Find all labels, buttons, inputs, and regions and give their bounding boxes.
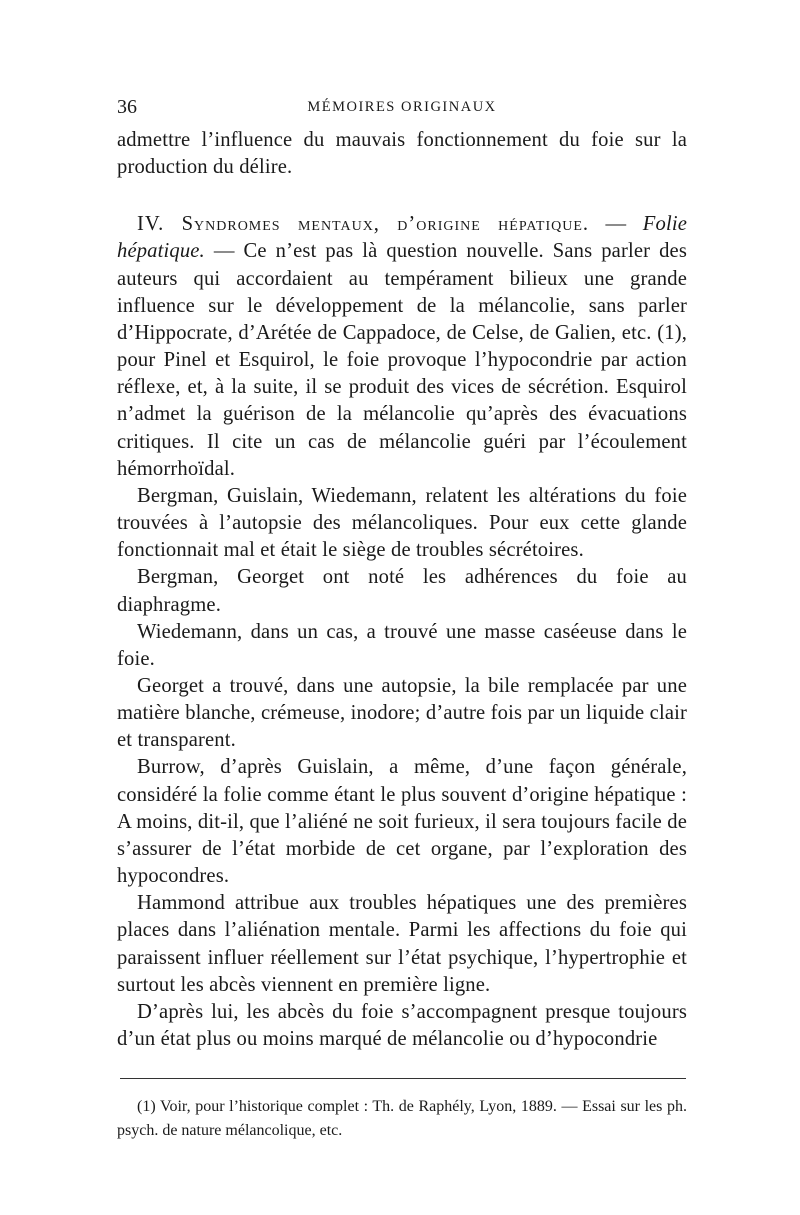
footnote xyxy=(117,1095,687,1143)
paragraph: Georget a trouvé, dans une autopsie, la bile remplacée par une matière blanche, crémeuse, inodore; d’autre fois par un liquide clair et transparent. xyxy=(117,674,687,752)
paragraph-text: — Ce n’est pas là question nouvelle. Sans parler des auteurs qui accordaient au tempérament bilieux une grande influence sur le développement de la mélancolie, sans parler d’Hippocrate, d’Arétée de Cappadoce, de Celse, de Galien, etc. (1), pour Pinel et Esquirol, le foie provoque l’hypocondrie par action réflexe, et, à la suite, il se produit des vices de sécrétion. Esquirol n’admet la guérison de la mélancolie qu’après des évacuations critiques. Il cite un cas de mélancolie guéri par l’écoulement hémorrhoïdal. xyxy=(117,240,687,480)
heading-dash: — xyxy=(589,213,643,236)
section-heading: IV. Syndromes mentaux, d’origine hépatique. xyxy=(137,213,590,236)
paragraph: Hammond attribue aux troubles hépatiques une des premières places dans l’aliénation mentale. Parmi les affections du foie qui paraissent influer réellement sur l’état psychique, l’hypertrophie et surtout les abcès viennent en première ligne. xyxy=(117,892,687,996)
page-number: 36 xyxy=(117,96,137,118)
running-title: MÉMOIRES ORIGINAUX xyxy=(307,99,497,115)
section-heading-paragraph xyxy=(117,211,687,483)
paragraph: Bergman, Georget ont noté les adhérences du foie au diaphragme. xyxy=(117,566,687,616)
paragraph-continuation: admettre l’influence du mauvais fonctionnement du foie sur la production du délire. xyxy=(117,129,687,179)
page-header xyxy=(117,96,687,126)
footnote-text: (1) Voir, pour l’historique complet : Th. de Raphély, Lyon, 1889. — Essai sur les ph. psych. de nature mélancolique, etc. xyxy=(117,1098,687,1139)
section-gap xyxy=(117,181,687,211)
footnote-rule xyxy=(120,1078,686,1079)
body-text xyxy=(117,127,687,1053)
paragraph: Burrow, d’après Guislain, a même, d’une façon générale, considéré la folie comme étant le plus souvent d’origine hépatique : A moins, dit-il, que l’aliéné ne soit furieux, il sera toujours facile de s’assurer de l’état morbide de cet organe, par l’exploration des hypocondres. xyxy=(117,756,687,888)
paragraph: Bergman, Guislain, Wiedemann, relatent les altérations du foie trouvées à l’autopsie des mélancoliques. Pour eux cette glande fonctionnait mal et était le siège de troubles sécrétoires. xyxy=(117,484,687,562)
section-subtitle: Folie hépatique. xyxy=(117,213,687,263)
paragraph: Wiedemann, dans un cas, a trouvé une masse caséeuse dans le foie. xyxy=(117,620,687,670)
paragraph: D’après lui, les abcès du foie s’accompagnent presque toujours d’un état plus ou moins marqué de mélancolie ou d’hypocondrie xyxy=(117,1000,687,1050)
